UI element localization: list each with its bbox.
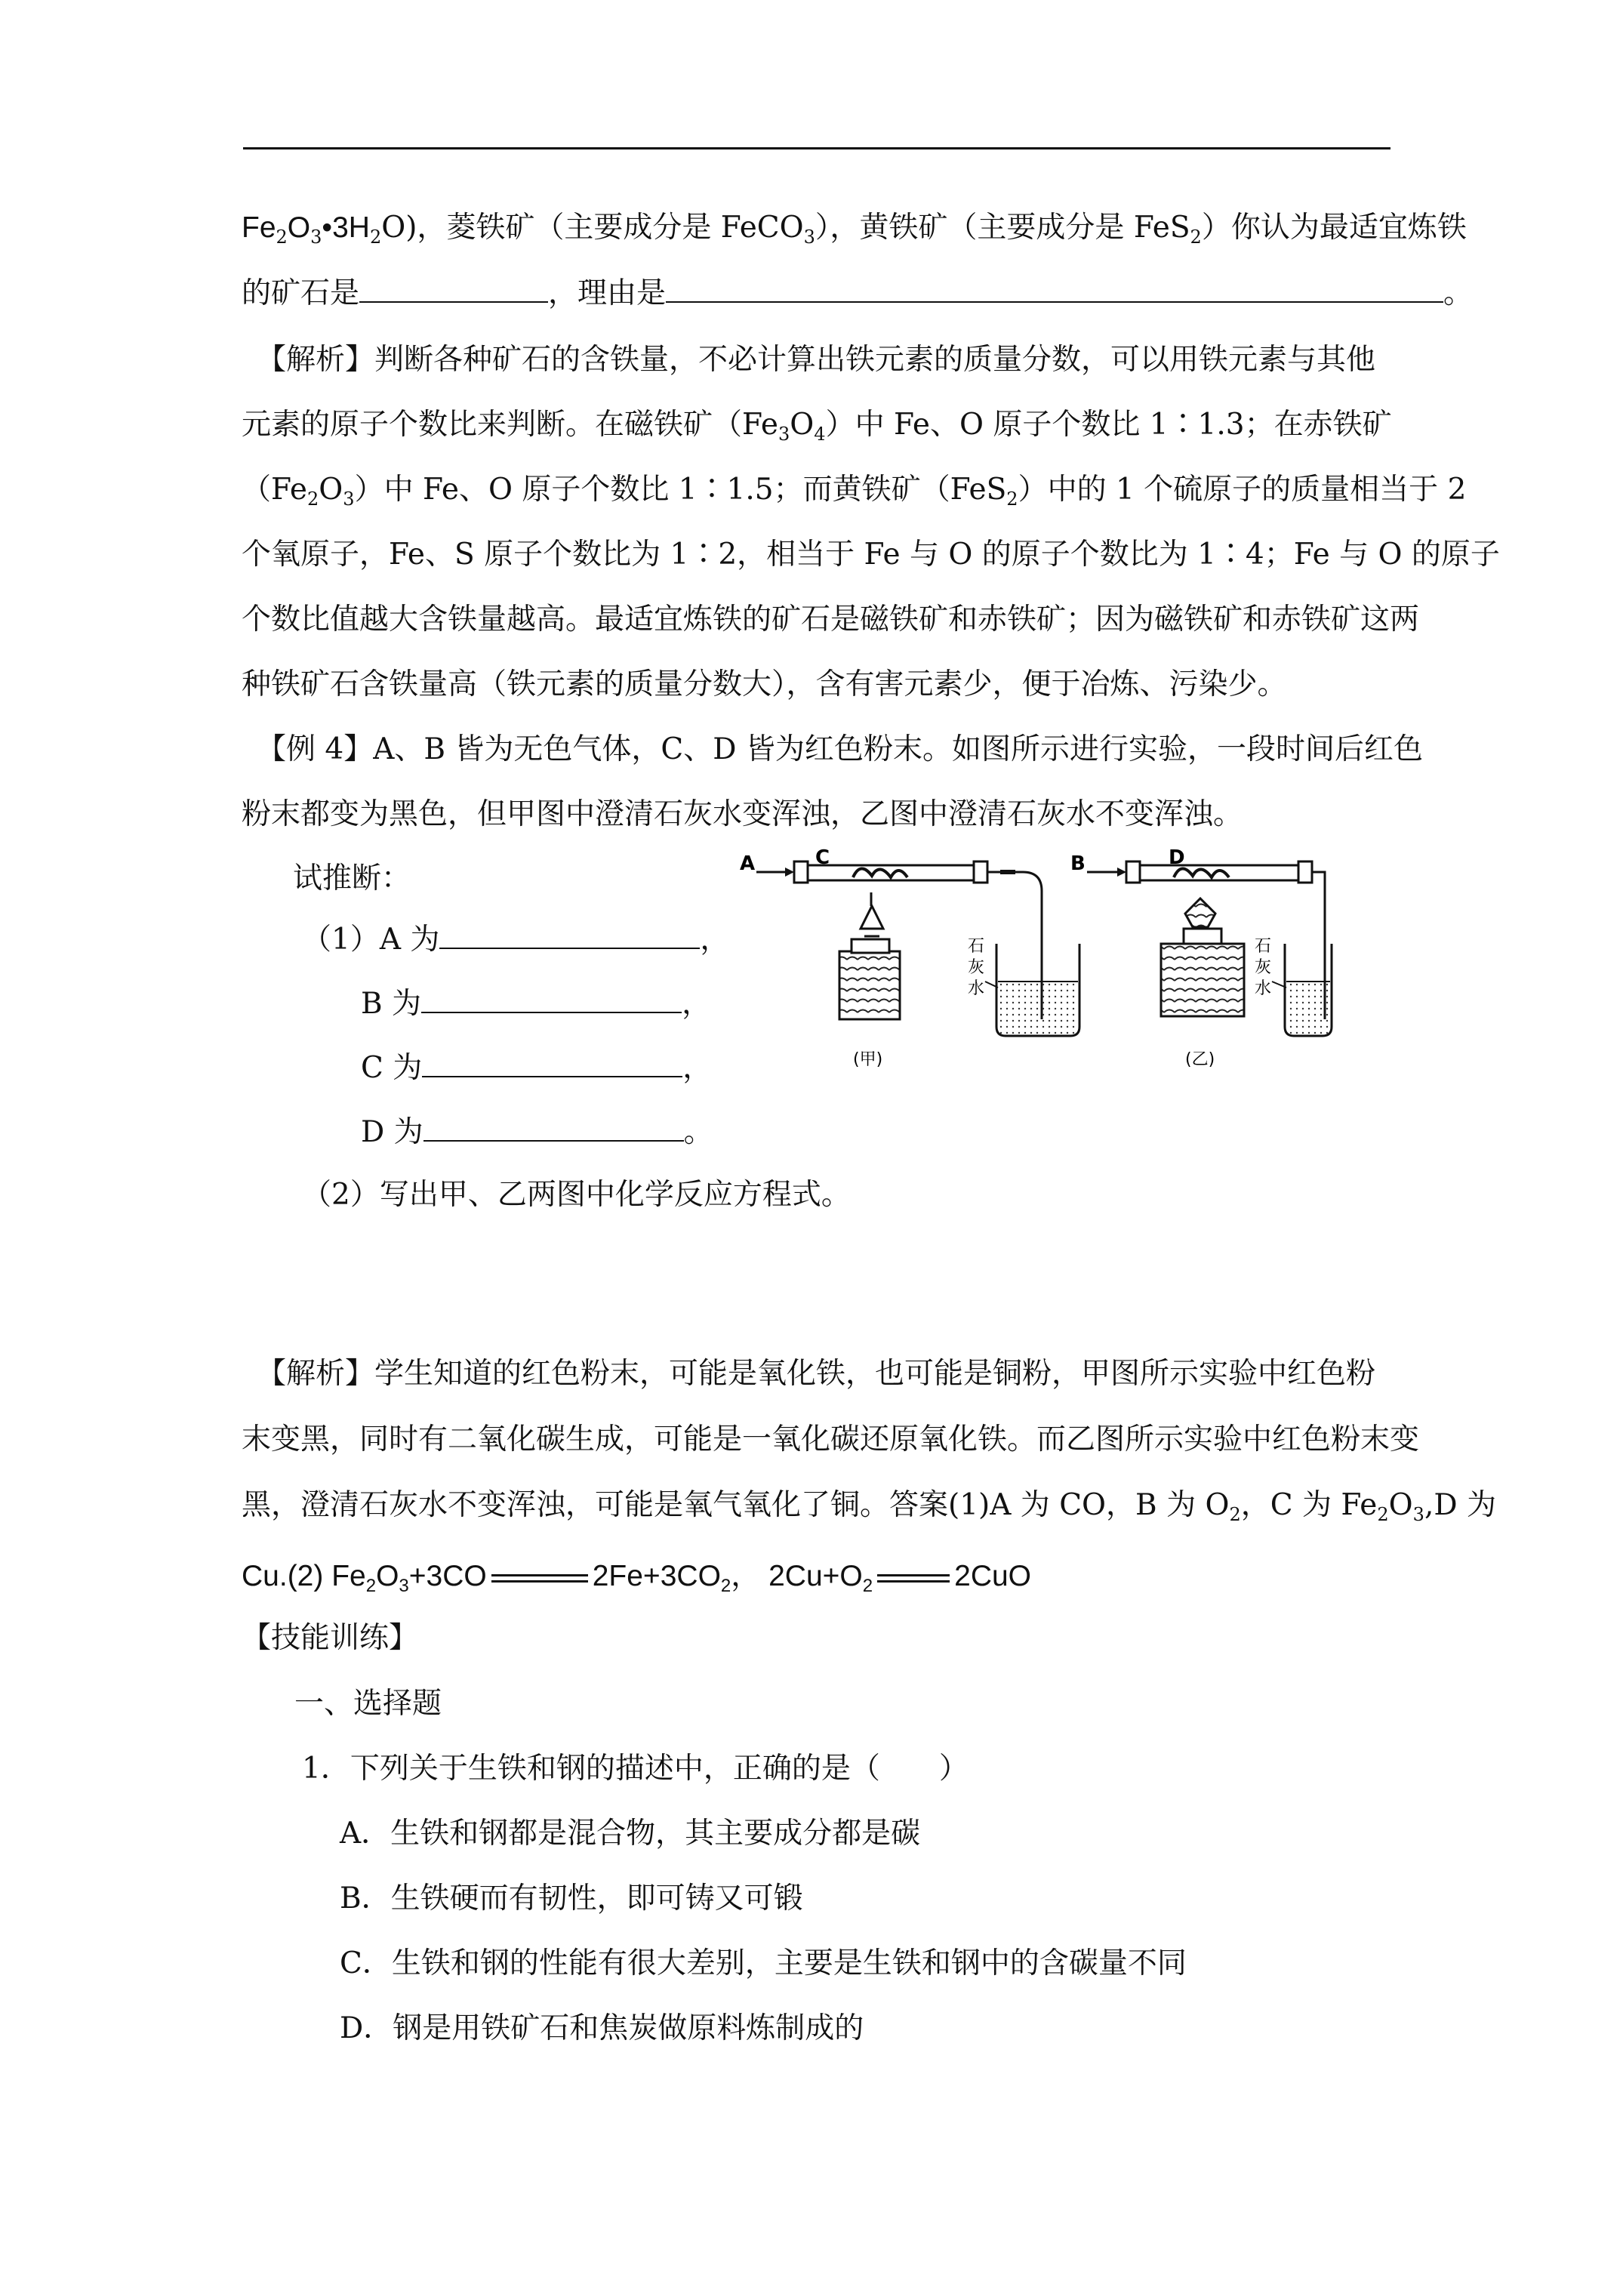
answer-blank-d[interactable] bbox=[423, 1114, 684, 1142]
analysis-2-line-1: 【解析】学生知道的红色粉末，可能是氧化铁，也可能是铜粉，甲图所示实验中红色粉 bbox=[257, 1357, 1376, 1391]
training-heading: 【技能训练】 bbox=[242, 1621, 419, 1655]
analysis-1-line-4: 个氧原子，Fe、S 原子个数比为 1∶2，相当于 Fe 与 O 的原子个数比为 1∶4；Fe 与 O 的原子 bbox=[242, 538, 1500, 572]
solid-label-left: C bbox=[815, 846, 830, 869]
analysis-2-line-2: 末变黑，同时有二氧化碳生成，可能是一氧化碳还原氧化铁。而乙图所示实验中红色粉末变 bbox=[242, 1422, 1420, 1456]
limewater-label-left-3: 水 bbox=[968, 979, 985, 998]
reaction-arrow-1 bbox=[491, 1573, 588, 1583]
analysis-1-line-6: 种铁矿石含铁量高（铁元素的质量分数大），含有害元素少，便于冶炼、污染少。 bbox=[242, 667, 1287, 701]
limewater-label-right-1: 石 bbox=[1255, 937, 1272, 956]
option-a[interactable]: A．生铁和钢都是混合物，其主要成分都是碳 bbox=[340, 1817, 921, 1851]
option-c[interactable]: C．生铁和钢的性能有很大差别，主要是生铁和钢中的含碳量不同 bbox=[340, 1946, 1187, 1980]
analysis-1-line-1: 【解析】判断各种矿石的含铁量，不必计算出铁元素的质量分数，可以用铁元素与其他 bbox=[257, 343, 1376, 377]
limewater-label-right-3: 水 bbox=[1255, 979, 1272, 998]
apparatus-left bbox=[740, 846, 1079, 1069]
ore-line-1: $Fe_2O_3•3H_2O$)，菱铁矿（主要成分是 FeCO$_3$），黄铁矿（主要成分是 FeS$_2$）你认为最适宜炼铁 bbox=[242, 211, 1467, 248]
header-rule bbox=[243, 147, 1390, 149]
analysis-2-equations: Cu.(2) $Fe_2O_3+3CO$ $2Fe+3CO_2$， $2Cu+O_2$ 2CuO bbox=[242, 1560, 1032, 1596]
limewater-label-left-2: 灰 bbox=[968, 958, 985, 977]
example-4-line-1: 【例 4】A、B 皆为无色气体，C、D 皆为红色粉末。如图所示进行实验，一段时间后红色 bbox=[257, 732, 1423, 766]
answer-blank-c[interactable] bbox=[422, 1050, 682, 1077]
section-choice: 一、选择题 bbox=[294, 1687, 442, 1721]
analysis-1-line-5: 个数比值越大含铁量越高。最适宜炼铁的矿石是磁铁矿和赤铁矿；因为磁铁矿和赤铁矿这两 bbox=[242, 603, 1420, 636]
caption-left: (甲) bbox=[853, 1050, 883, 1069]
experiment-figure bbox=[710, 838, 1336, 1080]
example-4-line-2: 粉末都变为黑色，但甲图中澄清石灰水变浑浊，乙图中澄清石灰水不变浑浊。 bbox=[242, 797, 1243, 831]
caption-right: (乙) bbox=[1185, 1050, 1215, 1069]
limewater-label-right-2: 灰 bbox=[1255, 958, 1272, 977]
analysis-1-line-3: $(Fe_2O_3)$中 Fe、O 原子个数比 1∶1.5；而黄铁矿（FeS$_2$）中的 1 个硫原子的质量相当于 2 bbox=[242, 473, 1467, 510]
option-b[interactable]: B．生铁硬而有韧性，即可铸又可锻 bbox=[340, 1881, 803, 1915]
limewater-label-left-1: 石 bbox=[968, 937, 985, 956]
answer-blank-a[interactable] bbox=[439, 922, 700, 949]
example-4-prompt: 试推断： bbox=[293, 861, 411, 895]
analysis-2-line-3: 黑，澄清石灰水不变浑浊，可能是氧气氧化了铜。答案(1)A 为 CO，B 为 $O_2$，C 为 $Fe_2O_3,D$ 为 bbox=[242, 1488, 1497, 1525]
analysis-1-line-2: 元素的原子个数比来判断。在磁铁矿$(Fe_3O_4)$中 Fe、O 原子个数比 1∶1.3；在赤铁矿 bbox=[242, 408, 1392, 445]
apparatus-right bbox=[1070, 846, 1332, 1069]
question-d: D 为 。 bbox=[361, 1115, 713, 1149]
answer-blank-reason[interactable] bbox=[666, 276, 1443, 303]
question-2: （2）写出甲、乙两图中化学反应方程式。 bbox=[302, 1178, 851, 1212]
question-a: （1）A 为 ， bbox=[302, 923, 730, 957]
question-c: C 为 ， bbox=[361, 1051, 713, 1085]
option-d[interactable]: D．钢是用铁矿石和焦炭做原料炼制成的 bbox=[340, 2011, 864, 2045]
reaction-arrow-2 bbox=[877, 1573, 950, 1583]
answer-blank-ore[interactable] bbox=[359, 276, 548, 303]
question-1: 1．下列关于生铁和钢的描述中，正确的是（ ） bbox=[302, 1752, 969, 1786]
ore-line-2: 的矿石是 ，理由是 。 bbox=[242, 276, 1474, 310]
answer-blank-b[interactable] bbox=[421, 986, 682, 1013]
question-b: B 为 ， bbox=[361, 987, 712, 1021]
solid-label-right: D bbox=[1169, 846, 1185, 869]
gas-label-left: A bbox=[740, 852, 756, 875]
gas-label-right: B bbox=[1070, 852, 1086, 875]
